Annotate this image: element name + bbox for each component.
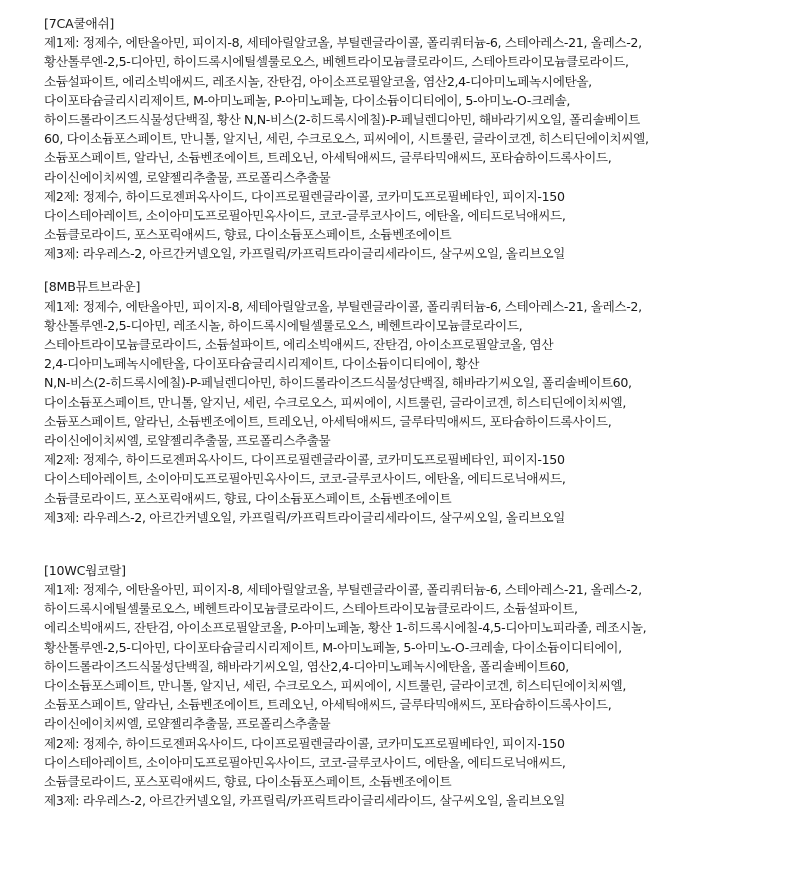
- ingredient-section-10wc: [44, 561, 760, 810]
- ingredient-line: 제3제: 라우레스-2, 아르간커넬오일, 카프릴릭/카프릭트라이글리세라이드, 살구씨오일, 올리브오일: [44, 793, 565, 809]
- ingredient-line: 제3제: 라우레스-2, 아르간커넬오일, 카프릴릭/카프릭트라이글리세라이드, 살구씨오일, 올리브오일: [44, 246, 565, 262]
- ingredient-line: 60, 다이소듐포스페이트, 만니톨, 알지닌, 세린, 수크로오스, 피씨에이, 시트룰린, 글라이코겐, 히스티딘에이치씨엘,: [44, 131, 649, 147]
- ingredient-section-8mb: [44, 277, 760, 526]
- ingredient-line: 황산톨루엔-2,5-디아민, 다이포타슘글리시리제이트, M-아미노페놀, 5-아미노-O-크레솔, 다이소듐이디티에이,: [44, 639, 622, 655]
- ingredient-line: 소듐포스페이트, 알라닌, 소듐벤조에이트, 트레오닌, 아세틱애씨드, 글루타믹애씨드, 포타슘하이드록사이드,: [44, 150, 612, 166]
- ingredient-line: 황산톨루엔-2,5-디아민, 하이드록시에틸셀룰로오스, 베헨트라이모늄클로라이드, 스테아트라이모늄클로라이드,: [44, 54, 629, 70]
- ingredient-line: 라이신에이치씨엘, 로얄젤리추출물, 프로폴리스추출물: [44, 432, 331, 448]
- ingredient-line: 제1제: 정제수, 에탄올아민, 피이지-8, 세테아릴알코올, 부틸렌글라이콜, 폴리쿼터늄-6, 스테아레스-21, 올레스-2,: [44, 298, 642, 314]
- ingredient-line: 소듐클로라이드, 포스포릭애씨드, 향료, 다이소듐포스페이트, 소듐벤조에이트: [44, 490, 452, 506]
- ingredient-line: 제2제: 정제수, 하이드로젠퍼옥사이드, 다이프로필렌글라이콜, 코카미도프로필베타인, 피이지-150: [44, 452, 565, 468]
- ingredient-line: 제1제: 정제수, 에탄올아민, 피이지-8, 세테아릴알코올, 부틸렌글라이콜, 폴리쿼터늄-6, 스테아레스-21, 올레스-2,: [44, 582, 642, 598]
- section-title: [7CA쿨애쉬]: [44, 16, 115, 31]
- ingredient-line: 제2제: 정제수, 하이드로젠퍼옥사이드, 다이프로필렌글라이콜, 코카미도프로필베타인, 피이지-150: [44, 735, 565, 751]
- ingredient-line: 소듐포스페이트, 알라닌, 소듐벤조에이트, 트레오닌, 아세틱애씨드, 글루타믹애씨드, 포타슘하이드록사이드,: [44, 697, 612, 713]
- ingredient-line: 제2제: 정제수, 하이드로젠퍼옥사이드, 다이프로필렌글라이콜, 코카미도프로필베타인, 피이지-150: [44, 188, 565, 204]
- ingredient-document: [44, 14, 760, 810]
- section-title: [10WC웜코랄]: [44, 562, 126, 578]
- ingredient-line: 다이스테아레이트, 소이아미도프로필아민옥사이드, 코코-글루코사이드, 에탄올, 에티드로닉애씨드,: [44, 754, 566, 770]
- ingredient-section-7ca: [44, 14, 760, 263]
- ingredient-line: 에리소빅애씨드, 잔탄검, 아이소프로필알코올, P-아미노페놀, 황산 1-히드록시에칠-4,5-디아미노피라졸, 레조시놀,: [44, 620, 647, 636]
- ingredient-line: 제3제: 라우레스-2, 아르간커넬오일, 카프릴릭/카프릭트라이글리세라이드, 살구씨오일, 올리브오일: [44, 509, 565, 525]
- ingredient-line: 라이신에이치씨엘, 로얄젤리추출물, 프로폴리스추출물: [44, 169, 331, 185]
- ingredient-line: 라이신에이치씨엘, 로얄젤리추출물, 프로폴리스추출물: [44, 716, 331, 732]
- ingredient-line: 소듐클로라이드, 포스포릭애씨드, 향료, 다이소듐포스페이트, 소듐벤조에이트: [44, 773, 452, 789]
- ingredient-line: 소듐클로라이드, 포스포릭애씨드, 향료, 다이소듐포스페이트, 소듐벤조에이트: [44, 227, 452, 243]
- ingredient-line: 스테아트라이모늄클로라이드, 소듐설파이트, 에리소빅애씨드, 잔탄검, 아이소프로필알코올, 염산: [44, 337, 554, 352]
- ingredient-line: 하이드롤라이즈드식물성단백질, 황산 N,N-비스(2-히드록시에칠)-P-페닐렌디아민, 해바라기씨오일, 폴리솔베이트: [44, 111, 640, 127]
- ingredient-line: 다이소듐포스페이트, 만니톨, 알지닌, 세린, 수크로오스, 피씨에이, 시트룰린, 글라이코겐, 히스티딘에이치씨엘,: [44, 394, 626, 410]
- ingredient-line: 소듐설파이트, 에리소빅애씨드, 레조시놀, 잔탄검, 아이소프로필알코올, 염산2,4-디아미노페녹시에탄올,: [44, 73, 592, 89]
- ingredient-line: 제1제: 정제수, 에탄올아민, 피이지-8, 세테아릴알코올, 부틸렌글라이콜, 폴리쿼터늄-6, 스테아레스-21, 올레스-2,: [44, 35, 642, 51]
- ingredient-line: 다이소듐포스페이트, 만니톨, 알지닌, 세린, 수크로오스, 피씨에이, 시트룰린, 글라이코겐, 히스티딘에이치씨엘,: [44, 678, 626, 693]
- ingredient-line: 하이드롤라이즈드식물성단백질, 해바라기씨오일, 염산2,4-디아미노페녹시에탄올, 폴리솔베이트60,: [44, 658, 569, 674]
- ingredient-line: 황산톨루엔-2,5-디아민, 레조시놀, 하이드록시에틸셀룰로오스, 베헨트라이모늄클로라이드,: [44, 317, 523, 333]
- ingredient-line: 2,4-디아미노페녹시에탄올, 다이포타슘글리시리제이트, 다이소듐이디티에이, 황산: [44, 356, 480, 372]
- ingredient-line: 하이드록시에틸셀룰로오스, 베헨트라이모늄클로라이드, 스테아트라이모늄클로라이드, 소듐설파이트,: [44, 601, 578, 617]
- ingredient-line: 다이스테아레이트, 소이아미도프로필아민옥사이드, 코코-글루코사이드, 에탄올, 에티드로닉애씨드,: [44, 207, 566, 223]
- ingredient-line: 다이포타슘글리시리제이트, M-아미노페놀, P-아미노페놀, 다이소듐이디티에이, 5-아미노-O-크레솔,: [44, 92, 571, 108]
- ingredient-line: N,N-비스(2-히드록시에칠)-P-페닐렌디아민, 하이드롤라이즈드식물성단백질, 해바라기씨오일, 폴리솔베이트60,: [44, 375, 632, 391]
- ingredient-line: 소듐포스페이트, 알라닌, 소듐벤조에이트, 트레오닌, 아세틱애씨드, 글루타믹애씨드, 포타슘하이드록사이드,: [44, 413, 612, 429]
- section-title: [8MB뮤트브라운]: [44, 279, 141, 295]
- ingredient-line: 다이스테아레이트, 소이아미도프로필아민옥사이드, 코코-글루코사이드, 에탄올, 에티드로닉애씨드,: [44, 471, 566, 487]
